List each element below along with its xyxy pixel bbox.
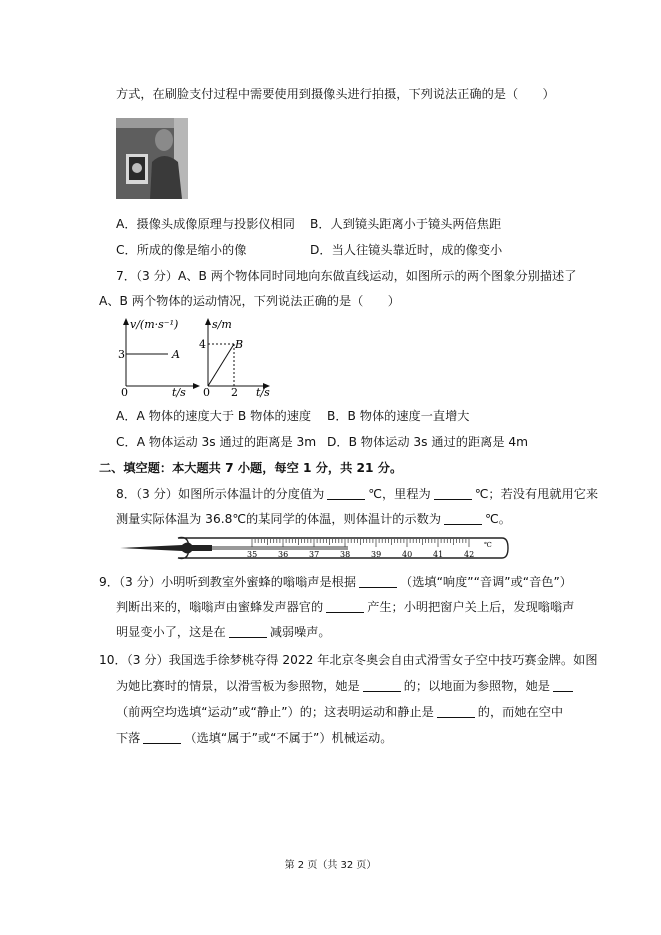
q6-option-a: A．摄像头成像原理与投影仪相同 <box>116 217 295 231</box>
page-footer: 第 2 页（共 32 页） <box>284 860 377 871</box>
thermometer <box>116 534 512 562</box>
thermometer-ticks <box>252 539 469 547</box>
q10-blank-2 <box>553 679 573 692</box>
graph-b-xlabel: t/s <box>256 386 270 398</box>
q7-option-b: B．B 物体的速度一直增大 <box>327 409 470 423</box>
q6-stem: 方式，在刷脸支付过程中需要使用到摄像头进行拍摄，下列说法正确的是（ ） <box>116 87 555 101</box>
thermometer-tick-label: 38 <box>340 550 351 559</box>
q9-line3: 明显变小了，这是在 减弱噪声。 <box>116 625 331 639</box>
q10-line3: （前两空均选填“运动”或“静止”）的；这表明运动和静止是 的，而她在空中 <box>116 705 564 719</box>
q8-blank-3 <box>444 512 482 525</box>
q7-graph-b <box>196 316 286 398</box>
thermometer-tick-label: 35 <box>247 550 258 559</box>
thermometer-tick-label: 37 <box>309 550 320 559</box>
thermometer-tick-label: 41 <box>433 550 444 559</box>
q9-blank-3 <box>229 625 267 638</box>
q7-stem-line1: 7．（3 分）A、B 两个物体同时同地向东做直线运动，如图所示的两个图象分别描述了 <box>116 269 577 283</box>
thermometer-tick-label: 36 <box>278 550 289 559</box>
q9-blank-2 <box>326 600 364 613</box>
graph-a-ylabel: v/(m·s⁻¹) <box>130 318 179 331</box>
graph-b-origin: 0 <box>203 386 210 398</box>
graph-b-ytick: 4 <box>199 338 206 351</box>
graph-a-xlabel: t/s <box>172 386 186 398</box>
thermometer-tick-label: 40 <box>402 550 413 559</box>
q6-option-d: D．当人往镜头靠近时，成的像变小 <box>310 243 503 257</box>
q9-line1: 9．（3 分）小明听到教室外蜜蜂的嗡嗡声是根据 （选填“响度”“音调”或“音色”） <box>99 575 572 589</box>
q10-blank-1 <box>363 679 401 692</box>
thermometer-unit: ℃ <box>484 541 492 549</box>
thermometer-tick-label: 39 <box>371 550 382 559</box>
q7-option-a: A．A 物体的速度大于 B 物体的速度 <box>116 409 312 423</box>
graph-b-ylabel: s/m <box>212 318 232 331</box>
graph-b-xtick: 2 <box>231 386 238 398</box>
q7-stem-line2: A、B 两个物体的运动情况，下列说法正确的是（ ） <box>99 294 400 308</box>
q10-blank-4 <box>143 731 181 744</box>
q10-line2: 为她比赛时的情景，以滑雪板为参照物，她是 的；以地面为参照物，她是 <box>116 678 576 694</box>
q10-line4: 下落 （选填“属于”或“不属于”）机械运动。 <box>116 731 393 745</box>
section-2-title: 二、填空题：本大题共 7 小题，每空 1 分，共 21 分。 <box>99 461 403 475</box>
q6-option-b: B．人到镜头距离小于镜头两倍焦距 <box>310 217 502 231</box>
graph-a-origin: 0 <box>121 386 128 398</box>
q8-line2: 测量实际体温为 36.8℃的某同学的体温，则体温计的示数为 ℃。 <box>116 512 511 526</box>
face-payment-photo <box>116 118 188 199</box>
graph-a-ytick: 3 <box>118 348 125 361</box>
q7-option-c: C．A 物体运动 3s 通过的距离是 3m <box>116 435 317 449</box>
q8-line1: 8．（3 分）如图所示体温计的分度值为 ℃，里程为 ℃；若没有甩就用它来 <box>116 487 599 501</box>
q10-blank-3 <box>437 705 475 718</box>
q8-blank-2 <box>434 487 472 500</box>
q8-blank-1 <box>327 487 365 500</box>
q9-blank-1 <box>359 575 397 588</box>
graph-a-series-label: A <box>172 348 180 361</box>
thermometer-tick-label: 42 <box>464 550 475 559</box>
q9-line2: 判断出来的，嗡嗡声由蜜蜂发声器官的 产生；小明把窗户关上后，发现嗡嗡声 <box>116 600 575 614</box>
graph-b-series-label: B <box>235 338 244 351</box>
q6-option-c: C．所成的像是缩小的像 <box>116 243 247 257</box>
q10-line1: 10．（3 分）我国选手徐梦桃夺得 2022 年北京冬奥会自由式滑雪女子空中技巧赛金牌。如图 <box>99 653 598 667</box>
q7-option-d: D．B 物体运动 3s 通过的距离是 4m <box>327 435 529 449</box>
